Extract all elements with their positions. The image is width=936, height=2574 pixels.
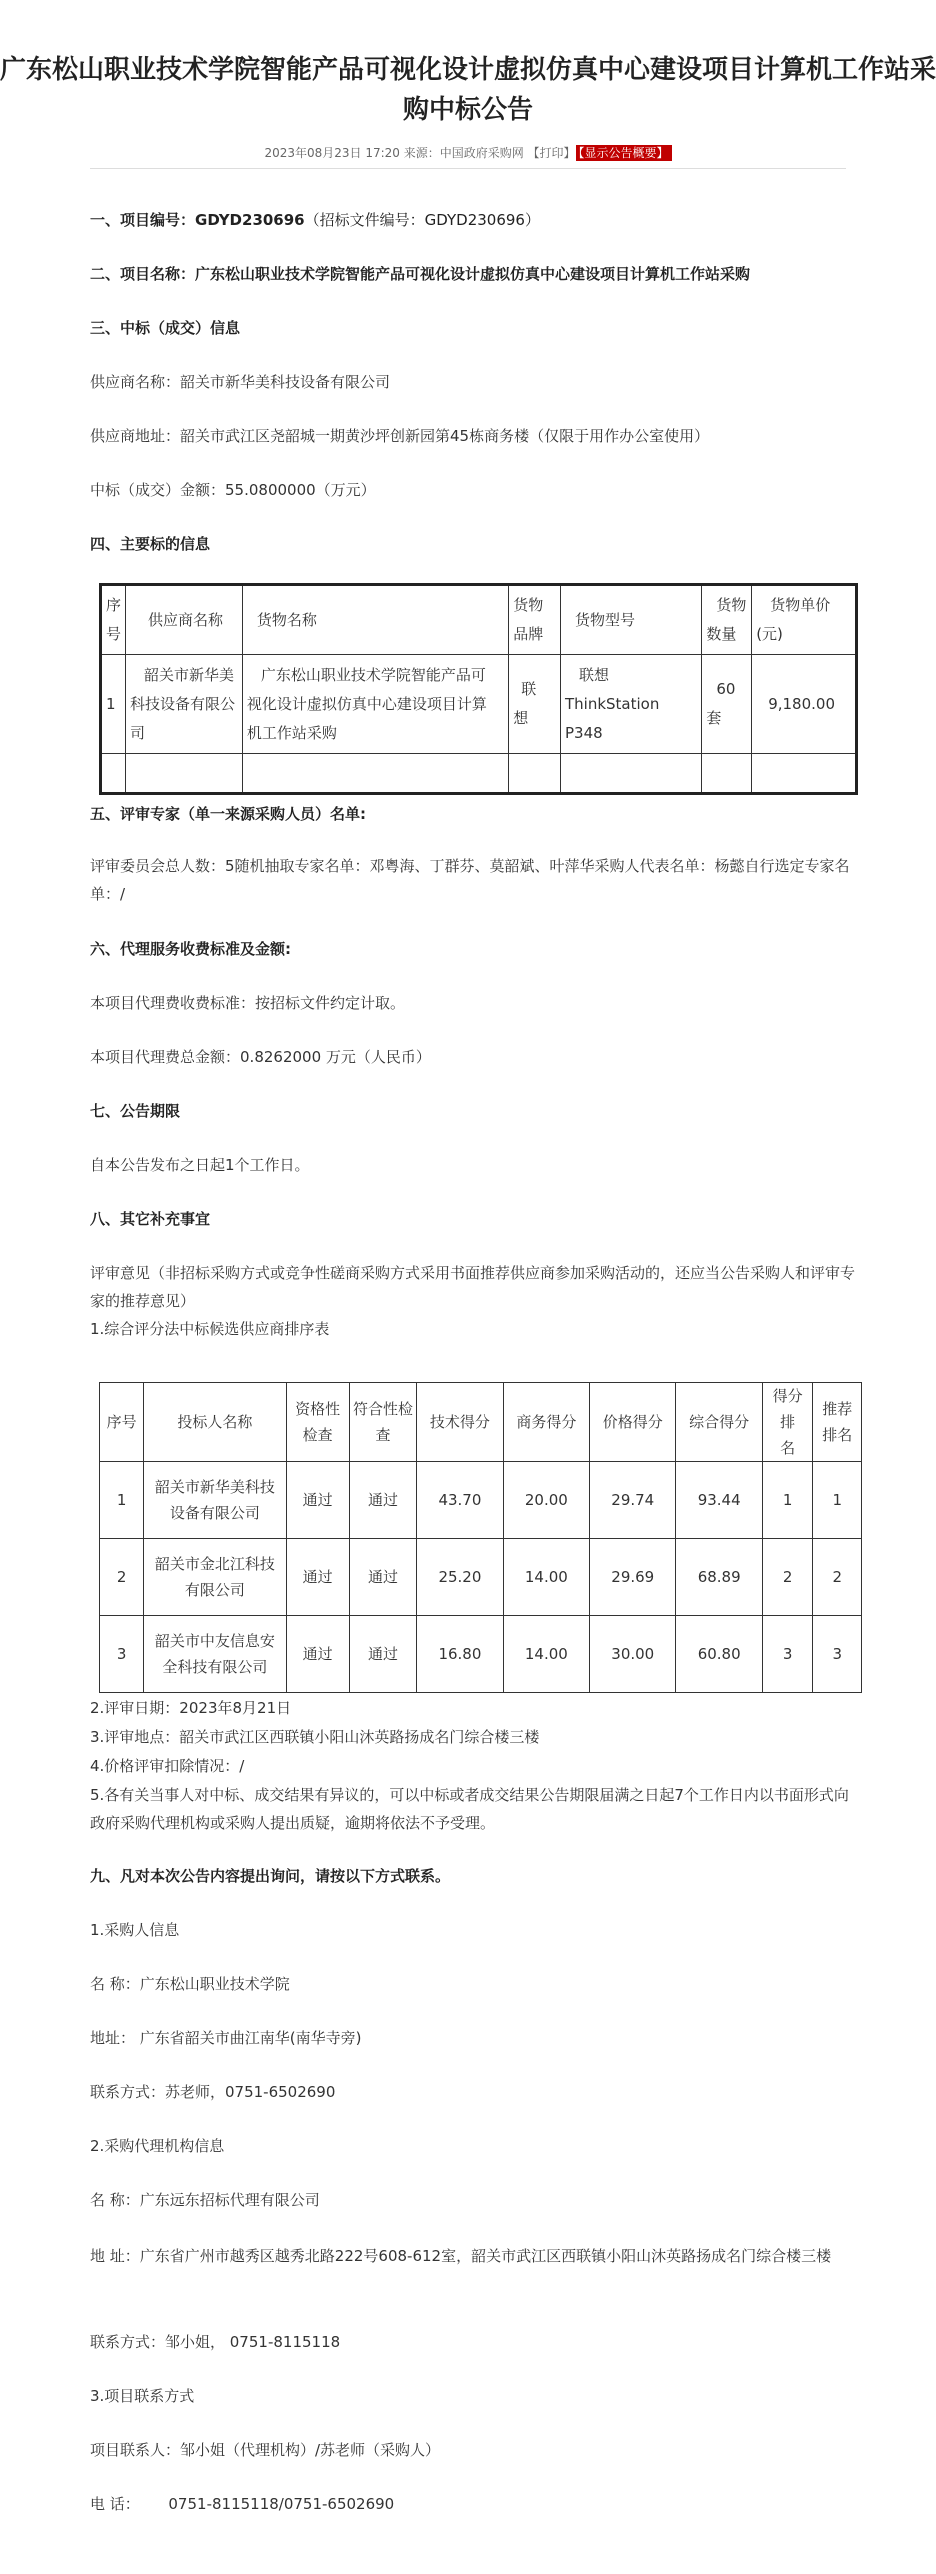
review-place: 3.评审地点：韶关市武江区西联镇小阳山沐英路扬成名门综合楼三楼 bbox=[90, 1728, 540, 1746]
section-6-heading: 六、代理服务收费标准及金额: bbox=[90, 940, 291, 958]
review-date: 2.评审日期：2023年8月21日 bbox=[90, 1699, 292, 1717]
section-2-heading: 二、项目名称：广东松山职业技术学院智能产品可视化设计虚拟仿真中心建设项目计算机工作站采购 bbox=[90, 265, 751, 283]
page-title bbox=[0, 50, 936, 130]
header-brand: 货物 品牌 bbox=[509, 585, 561, 655]
section-4-heading: 四、主要标的信息 bbox=[90, 535, 211, 553]
ranking-table bbox=[99, 1382, 862, 1693]
rank-h-conf: 符合性检 查 bbox=[349, 1383, 416, 1462]
purchaser-name: 名 称：广东松山职业技术学院 bbox=[90, 1975, 290, 1993]
items-table-header bbox=[101, 585, 857, 655]
ranking-title: 1.综合评分法中标候选供应商排序表 bbox=[90, 1320, 330, 1338]
section-3-heading: 三、中标（成交）信息 bbox=[90, 319, 241, 337]
supplier-address: 供应商地址：韶关市武江区尧韶城一期黄沙坪创新园第45栋商务楼（仅限于用作办公室使用） bbox=[90, 427, 710, 445]
empty-row bbox=[101, 754, 857, 794]
tender-doc-code: （招标文件编号：GDYD230696） bbox=[304, 211, 540, 229]
project-phone bbox=[90, 2490, 846, 2518]
rank-h-rec: 推荐 排名 bbox=[813, 1383, 862, 1462]
rank-h-rank: 得分排 名 bbox=[762, 1383, 813, 1462]
section-1-heading: 一、项目编号：GDYD230696（招标文件编号：GDYD230696） bbox=[90, 211, 540, 229]
section-5-heading: 五、评审专家（单一来源采购人员）名单: bbox=[90, 805, 367, 823]
agency-title: 2.采购代理机构信息 bbox=[90, 2137, 225, 2155]
items-table bbox=[99, 583, 858, 795]
supplier-name: 供应商名称：韶关市新华美科技设备有限公司 bbox=[90, 373, 391, 391]
title-line-2: 购中标公告 bbox=[402, 95, 533, 125]
header-no: 序 号 bbox=[101, 585, 126, 655]
award-amount: 中标（成交）金额：55.0800000（万元） bbox=[90, 481, 376, 499]
expert-list: 评审委员会总人数：5随机抽取专家名单：邓粤海、丁群芬、莫韶斌、叶萍华采购人代表名单：杨懿自行选定专家名单：/ bbox=[90, 857, 850, 903]
section-9-heading: 九、凡对本次公告内容提出询问，请按以下方式联系。 bbox=[90, 1867, 451, 1885]
row-goods: 广东松山职业技术学院智能产品可 视化设计虚拟仿真中心建设项目计算 机工作站采购 bbox=[242, 655, 508, 754]
rank-h-biz: 商务得分 bbox=[503, 1383, 589, 1462]
project-contact-person: 项目联系人：邹小姐（代理机构）/苏老师（采购人） bbox=[90, 2441, 441, 2459]
section-7-heading: 七、公告期限 bbox=[90, 1102, 181, 1120]
purchaser-contact: 联系方式：苏老师，0751-6502690 bbox=[90, 2083, 336, 2101]
title-line-1: 广东松山职业技术学院智能产品可视化设计虚拟仿真中心建设项目计算机工作站采 bbox=[0, 55, 936, 85]
rank-h-qual: 资格性 检查 bbox=[286, 1383, 349, 1462]
row-brand: 联 想 bbox=[509, 655, 561, 754]
notice-period: 自本公告发布之日起1个工作日。 bbox=[90, 1156, 310, 1174]
review-opinion: 评审意见（非招标采购方式或竞争性磋商采购方式采用书面推荐供应商参加采购活动的，还应当公告采购人和评审专家的推荐意见） bbox=[90, 1264, 856, 1310]
purchaser-title: 1.采购人信息 bbox=[90, 1921, 180, 1939]
table-row: 1 韶关市新华美科技 设备有限公司 通过 通过 43.70 20.00 29.74 93.44 1 1 bbox=[100, 1462, 862, 1539]
publish-info: 2023年08月23日 17:20 来源：中国政府采购网 【打印】 bbox=[264, 146, 576, 160]
header-qty: 货物 数量 bbox=[702, 585, 752, 655]
project-code: GDYD230696 bbox=[195, 211, 305, 229]
divider bbox=[90, 168, 846, 169]
row-price: 9,180.00 bbox=[752, 655, 857, 754]
agency-name: 名 称：广东远东招标代理有限公司 bbox=[90, 2191, 320, 2209]
phone-label: 电 话： bbox=[90, 2495, 140, 2513]
row-qty: 60 套 bbox=[702, 655, 752, 754]
phone-value: 0751-8115118/0751-6502690 bbox=[168, 2495, 395, 2513]
header-goods: 货物名称 bbox=[242, 585, 508, 655]
section-8-heading: 八、其它补充事宜 bbox=[90, 1210, 211, 1228]
rank-h-price: 价格得分 bbox=[590, 1383, 676, 1462]
fee-standard: 本项目代理费收费标准：按招标文件约定计取。 bbox=[90, 994, 406, 1012]
row-model: 联想 ThinkStation P348 bbox=[560, 655, 701, 754]
rank-h-name: 投标人名称 bbox=[144, 1383, 286, 1462]
price-deduction: 4.价格评审扣除情况：/ bbox=[90, 1757, 245, 1775]
header-model: 货物型号 bbox=[560, 585, 701, 655]
ranking-table-header bbox=[100, 1383, 862, 1462]
row-supplier: 韶关市新华美 科技设备有限公 司 bbox=[126, 655, 243, 754]
agency-contact: 联系方式：邹小姐， 0751-8115118 bbox=[90, 2333, 341, 2351]
header-supplier: 供应商名称 bbox=[126, 585, 243, 655]
rank-h-no: 序号 bbox=[100, 1383, 144, 1462]
objection-note: 5.各有关当事人对中标、成交结果有异议的，可以中标或者成交结果公告期限届满之日起7个工作日内以书面形式向政府采购代理机构或采购人提出质疑，逾期将依法不予受理。 bbox=[90, 1786, 849, 1832]
row-no: 1 bbox=[101, 655, 126, 754]
header-price: 货物单价 (元) bbox=[752, 585, 857, 655]
project-contact-title: 3.项目联系方式 bbox=[90, 2387, 195, 2405]
rank-h-tech: 技术得分 bbox=[417, 1383, 503, 1462]
purchaser-address: 地址： 广东省韶关市曲江南华(南华寺旁) bbox=[90, 2029, 362, 2047]
show-summary-button[interactable]: 【显示公告概要】 bbox=[576, 145, 672, 161]
rank-h-total: 综合得分 bbox=[676, 1383, 762, 1462]
publish-meta bbox=[0, 144, 936, 161]
table-row: 2 韶关市金北江科技 有限公司 通过 通过 25.20 14.00 29.69 68.89 2 2 bbox=[100, 1539, 862, 1616]
fee-total: 本项目代理费总金额：0.8262000 万元（人民币） bbox=[90, 1048, 431, 1066]
table-row: 3 韶关市中友信息安 全科技有限公司 通过 通过 16.80 14.00 30.00 60.80 3 3 bbox=[100, 1616, 862, 1693]
table-row bbox=[101, 655, 857, 754]
agency-address: 地 址：广东省广州市越秀区越秀北路222号608-612室，韶关市武江区西联镇小阳山沐英路扬成名门综合楼三楼 bbox=[90, 2247, 832, 2265]
